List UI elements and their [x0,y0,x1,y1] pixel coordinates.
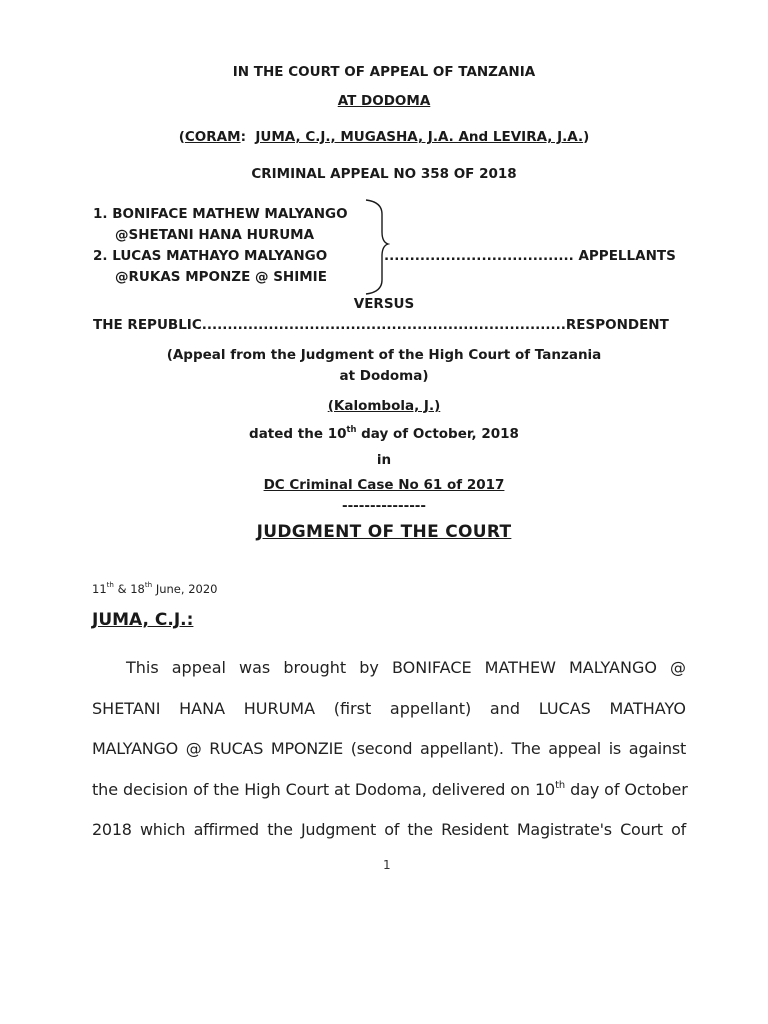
case-number: CRIMINAL APPEAL NO 358 OF 2018 [251,166,517,182]
court-title: IN THE COURT OF APPEAL OF TANZANIA [232,64,536,80]
dated-line [0,423,768,442]
page-number: 1 [383,858,391,872]
coram-open: ( [178,129,185,145]
date-amp: & 18 [113,582,145,596]
separator-dashes: --------------- [341,498,427,514]
coram-judges: JUMA, C.J., MUGASHA, J.A. And LEVIRA, J.A. [255,129,584,145]
appeal-from-line1: (Appeal from the Judgment of the High Court of Tanzania [166,347,602,363]
appellant-1-alias: @SHETANI HANA HURUMA [115,227,315,243]
dated-pre: dated the 10 [249,426,347,442]
respondent-label: RESPONDENT [565,317,669,333]
versus: VERSUS [353,296,415,312]
date-2-sup: th [144,580,153,590]
coram-close: ) [583,129,590,145]
dc-case-text: DC Criminal Case No 61 of 2017 [263,477,505,493]
appellant-1-name: 1. BONIFACE MATHEW MALYANGO [93,206,348,222]
body-line-3: MALYANGO @ RUCAS MPONZIE (second appellant). The appeal is against [92,739,686,758]
appeal-from-line2: at Dodoma) [339,368,429,384]
court-location [0,93,768,109]
appellants-label: ..................................... APPELLANTS [384,248,676,264]
respondent-name: THE REPUBLIC [93,317,202,333]
dated-sup: th [346,423,357,434]
author [92,610,193,630]
body-line-4 [92,780,686,799]
body-line-1: This appeal was brought by BONIFACE MATHEW MALYANGO @ [126,658,686,677]
respondent-dots: ....................................................................... [201,317,566,333]
hearing-dates [92,582,217,596]
respondent-line [93,317,669,333]
coram: (CORAM: JUMA, C.J., MUGASHA, J.A. And LEVIRA, J.A.) [178,129,590,145]
dated-post: day of October, 2018 [356,426,519,442]
author-text: JUMA, C.J.: [92,610,194,630]
date-1-sup: th [106,580,114,590]
appellant-2-alias: @RUKAS MPONZE @ SHIMIE [115,269,327,285]
dc-case [0,477,768,493]
judgment-title [0,522,768,542]
appellant-2-name: 2. LUCAS MATHAYO MALYANGO [93,248,328,264]
judge-name [0,398,768,414]
judgment-title-text: JUDGMENT OF THE COURT [256,522,512,542]
judge-name-text: (Kalombola, J.) [327,398,441,414]
body-line-4-post: day of October [565,780,688,799]
body-line-5: 2018 which affirmed the Judgment of the Resident Magistrate's Court of [92,820,686,839]
body-line-4-pre: the decision of the High Court at Dodoma, delivered on 10 [92,780,556,799]
body-line-2: SHETANI HANA HURUMA (first appellant) and LUCAS MATHAYO [92,699,686,718]
in-word: in [376,452,392,468]
appellants-brace [360,198,390,296]
body-line-4-sup: th [555,779,566,791]
court-location-text: AT DODOMA [337,93,431,109]
coram-label: CORAM [184,129,241,145]
date-1: 11 [92,582,107,596]
date-rest: June, 2020 [152,582,218,596]
